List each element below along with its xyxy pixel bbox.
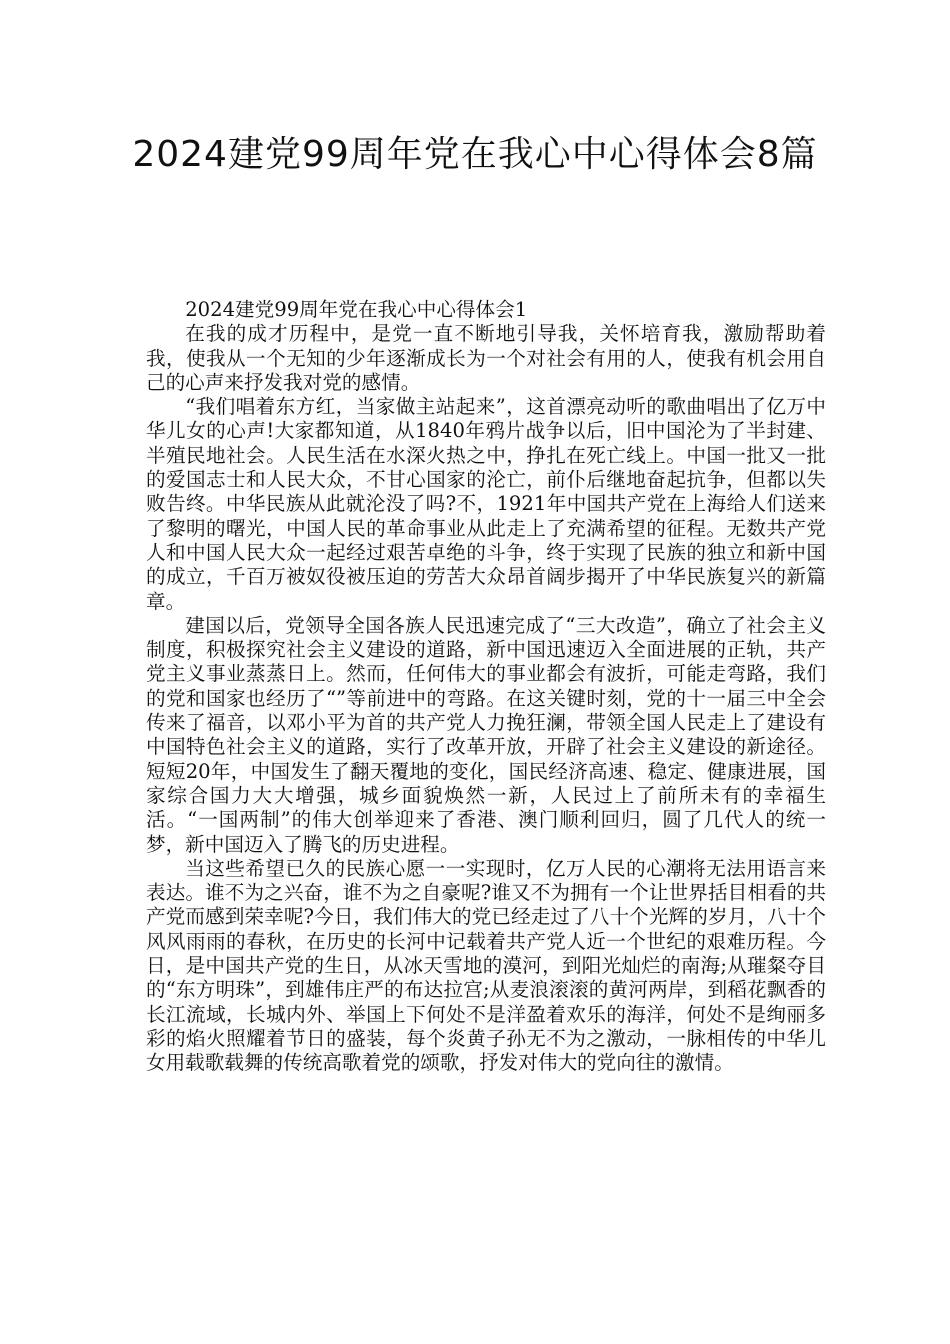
body-paragraph-3: 建国以后，党领导全国各族人民迅速完成了“三大改造”，确立了社会主义制度，积极探究社会主义建设的道路，新中国迅速迈入全面进展的正轨，共产党主义事业蒸蒸日上。然而，任何伟大的事业都会有波折，可能走弯路，我们的党和国家也经历了“”等前进中的弯路。在这关键时刻，党的十一届三中全会传来了福音，以邓小平为首的共产党人力挽狂澜，带领全国人民走上了建设有中国特色社会主义的道路，实行了改革开放，开辟了社会主义建设的新途径。短短20年，中国发生了翻天覆地的变化，国民经济高速、稳定、健康进展，国家综合国力大大增强，城乡面貌焕然一新，人民过上了前所未有的幸福生活。“一国两制”的伟大创举迎来了香港、澳门顺利回归，圆了几代人的统一梦，新中国迈入了腾飞的历史进程。	[146, 613, 826, 856]
body-paragraph-1: 在我的成才历程中，是党一直不断地引导我，关怀培育我，激励帮助着我，使我从一个无知的少年逐渐成长为一个对社会有用的人，使我有机会用自己的心声来抒发我对党的感情。	[146, 322, 826, 394]
section-heading: 2024建党99周年党在我心中心得体会1	[185, 298, 528, 321]
body-paragraph-2: “我们唱着东方红，当家做主站起来”，这首漂亮动听的歌曲唱出了亿万中华儿女的心声!大家都知道，从1840年鸦片战争以后，旧中国沦为了半封建、半殖民地社会。人民生活在水深火热之中，挣扎在死亡线上。中国一批又一批的爱国志士和人民大众，不甘心国家的沦亡，前仆后继地奋起抗争，但都以失败告终。中华民族从此就沦没了吗?不，1921年中国共产党在上海给人们送来了黎明的曙光，中国人民的革命事业从此走上了充满希望的征程。无数共产党人和中国人民大众一起经过艰苦卓绝的斗争，终于实现了民族的独立和新中国的成立，千百万被奴役被压迫的劳苦大众昂首阔步揭开了中华民族复兴的新篇章。	[146, 395, 826, 613]
body-paragraph-4: 当这些希望已久的民族心愿一一实现时，亿万人民的心潮将无法用语言来表达。谁不为之兴奋，谁不为之自豪呢?谁又不为拥有一个让世界括目相看的共产党而感到荣幸呢?今日，我们伟大的党已经走过了八十个光辉的岁月，八十个风风雨雨的春秋，在历史的长河中记载着共产党人近一个世纪的艰难历程。今日，是中国共产党的生日，从冰天雪地的漠河，到阳光灿烂的南海;从璀粲夺目的“东方明珠”，到雄伟庄严的布达拉宫;从麦浪滚滚的黄河两岸，到稻花飘香的长江流域，长城内外、举国上下何处不是洋盈着欢乐的海洋，何处不是绚丽多彩的焰火照耀着节日的盛装，每个炎黄子孙无不为之激动，一脉相传的中华儿女用载歌载舞的传统高歌着党的颂歌，抒发对伟大的党向往的激情。	[146, 856, 826, 1075]
document-body	[146, 298, 826, 1076]
document-title: 2024建党99周年党在我心中心得体会8篇	[132, 134, 818, 175]
